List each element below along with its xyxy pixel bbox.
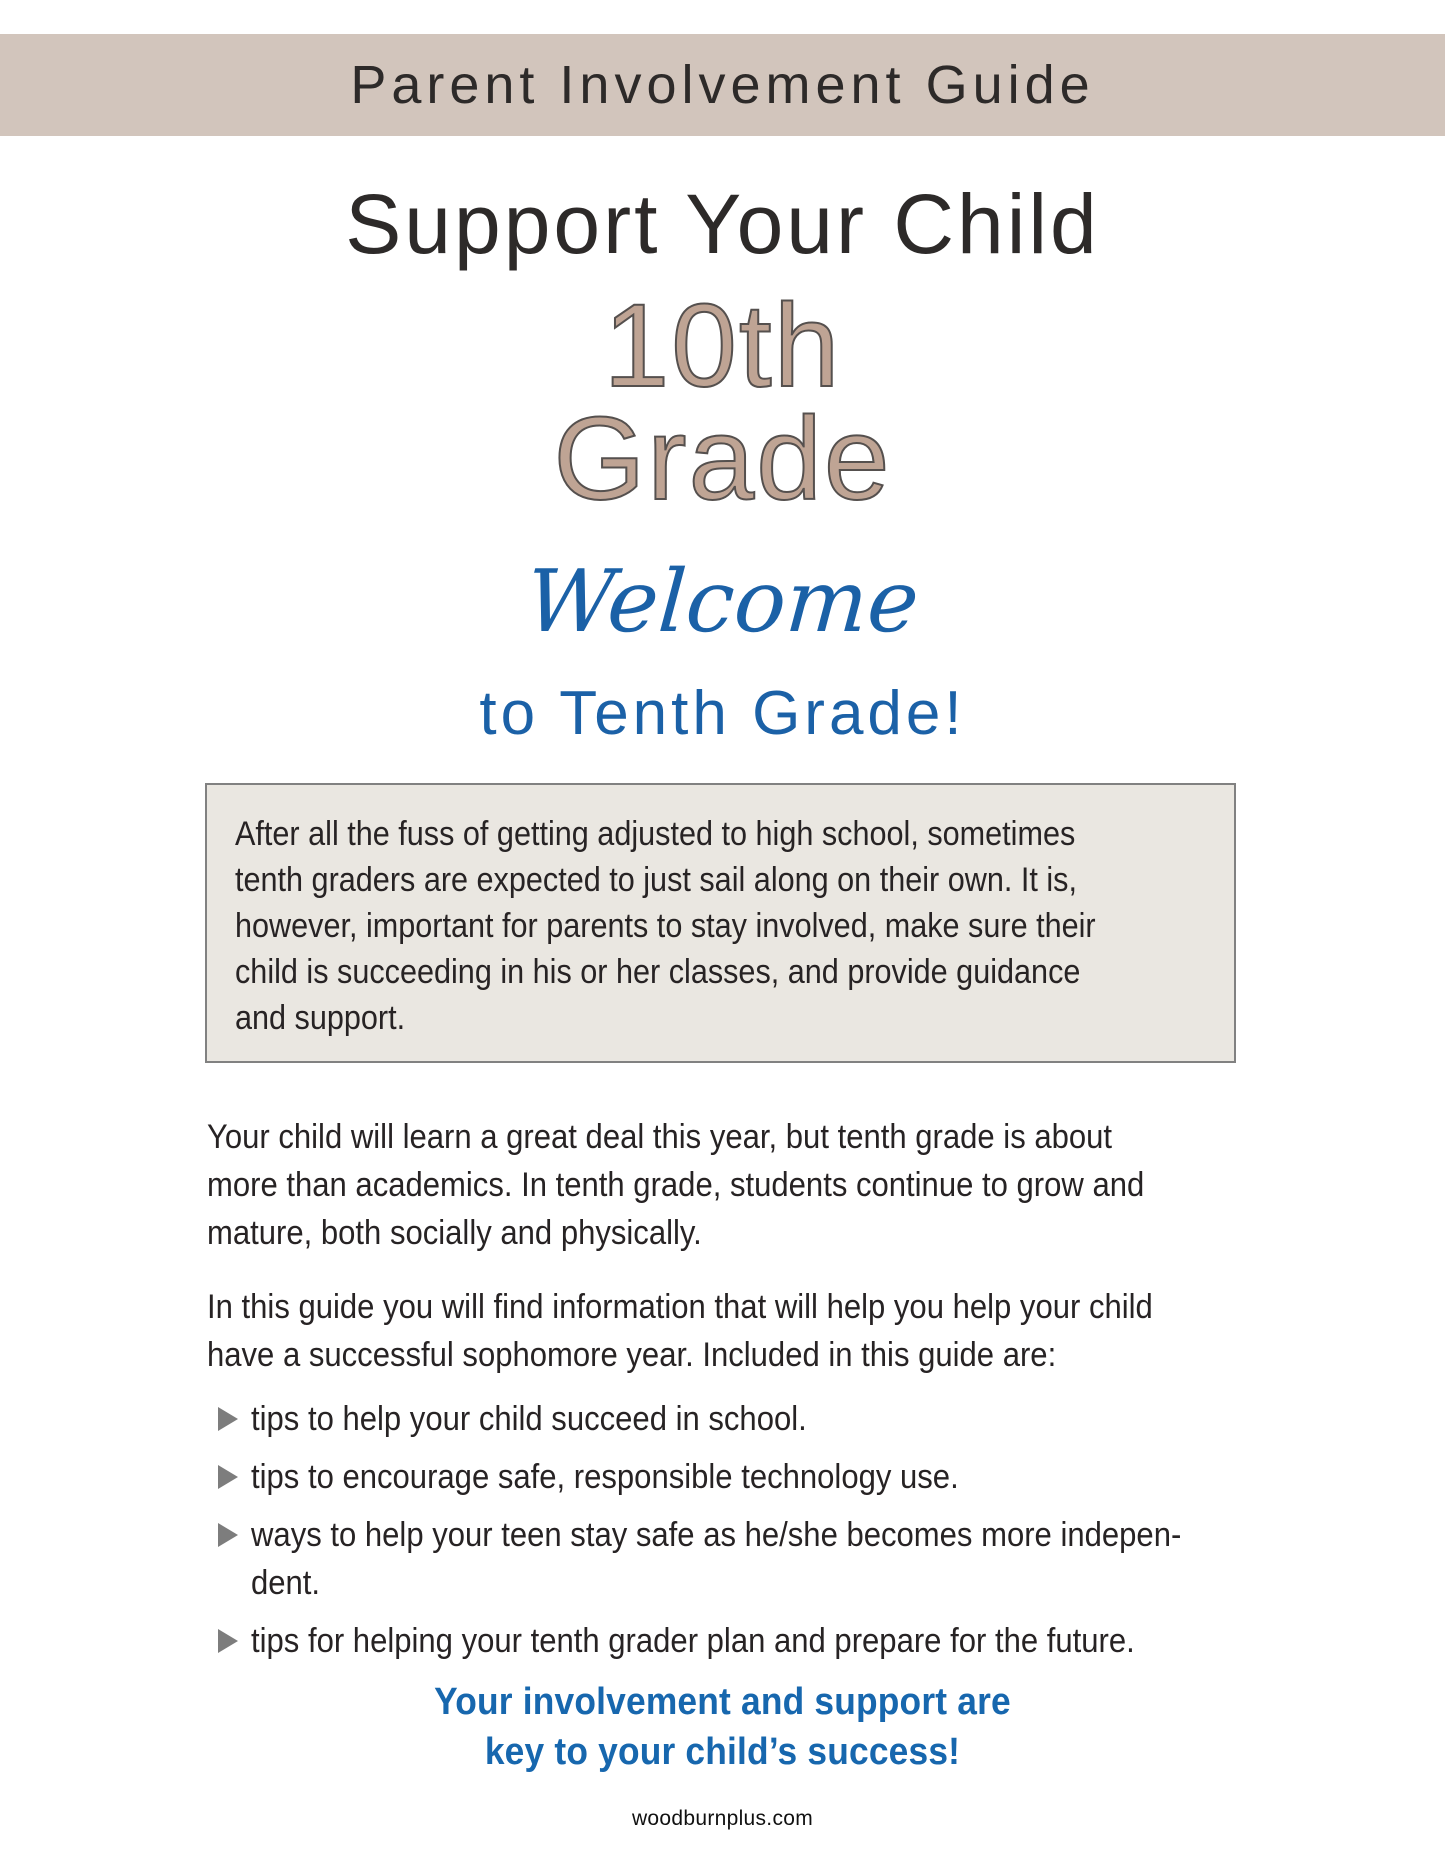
bullet-item-4: [218, 1617, 1445, 1665]
grade-logo-line-2: Grade: [553, 393, 892, 526]
bullet-item-1-line-1: tips to help your child succeed in school.: [251, 1399, 807, 1438]
bullet-item-3-line-2: dent.: [251, 1563, 321, 1602]
bullet-item-3-text: [251, 1511, 1285, 1607]
bullet-list: [218, 1395, 1445, 1665]
intro-box-line-2: tenth graders are expected to just sail along on their own. It is,: [235, 860, 1077, 899]
paragraph-1-line-1: Your child will learn a great deal this year, but tenth grade is about: [207, 1117, 1113, 1156]
bullet-item-4-text: [251, 1617, 1233, 1665]
bullet-item-3: [218, 1511, 1445, 1607]
paragraph-1-line-2: more than academics. In tenth grade, students continue to grow and: [207, 1165, 1145, 1204]
triangle-bullet-icon: [218, 1465, 238, 1489]
grade-logo-line-1: 10th: [603, 280, 842, 412]
grade-logo: [0, 280, 1445, 526]
main-title: Support Your Child: [345, 177, 1100, 271]
intro-box-line-1: After all the fuss of getting adjusted to high school, sometimes: [235, 814, 1076, 853]
footer-url: woodburnplus.com: [631, 1806, 814, 1830]
bullet-item-1-text: [251, 1395, 869, 1443]
bullet-item-1: [218, 1395, 1445, 1443]
paragraph-2: [207, 1283, 1445, 1379]
bullet-item-2-text: [251, 1453, 1037, 1501]
bullet-item-2-line-1: tips to encourage safe, responsible technology use.: [251, 1457, 959, 1496]
paragraph-1-line-3: mature, both socially and physically.: [207, 1213, 702, 1252]
closing-line-2: key to your child’s success!: [484, 1730, 961, 1773]
paragraph-2-line-1: In this guide you will find information that will help you help your child: [207, 1287, 1153, 1326]
welcome-subtitle: to Tenth Grade!: [479, 678, 966, 748]
body-copy: [207, 1113, 1445, 1379]
paragraph-2-line-2: have a successful sophomore year. Included in this guide are:: [207, 1335, 1057, 1374]
welcome-script-heading: Welcome: [522, 551, 923, 652]
closing-line-1: Your involvement and support are: [434, 1680, 1011, 1723]
paragraph-1: [207, 1113, 1445, 1257]
intro-box-line-5: and support.: [235, 998, 406, 1037]
intro-box-line-3: however, important for parents to stay involved, make sure their: [235, 906, 1096, 945]
triangle-bullet-icon: [218, 1407, 238, 1431]
triangle-bullet-icon: [218, 1523, 238, 1547]
triangle-bullet-icon: [218, 1629, 238, 1653]
banner: [0, 34, 1445, 136]
bullet-item-2: [218, 1453, 1445, 1501]
bullet-item-3-line-1: ways to help your teen stay safe as he/she becomes more indepen-: [251, 1515, 1182, 1554]
intro-box: [205, 783, 1236, 1063]
intro-box-line-4: child is succeeding in his or her classes, and provide guidance: [235, 952, 1081, 991]
bullet-item-4-line-1: tips for helping your tenth grader plan and prepare for the future.: [251, 1621, 1135, 1660]
closing-message: [0, 1677, 1445, 1777]
banner-title: Parent Involvement Guide: [350, 55, 1095, 115]
